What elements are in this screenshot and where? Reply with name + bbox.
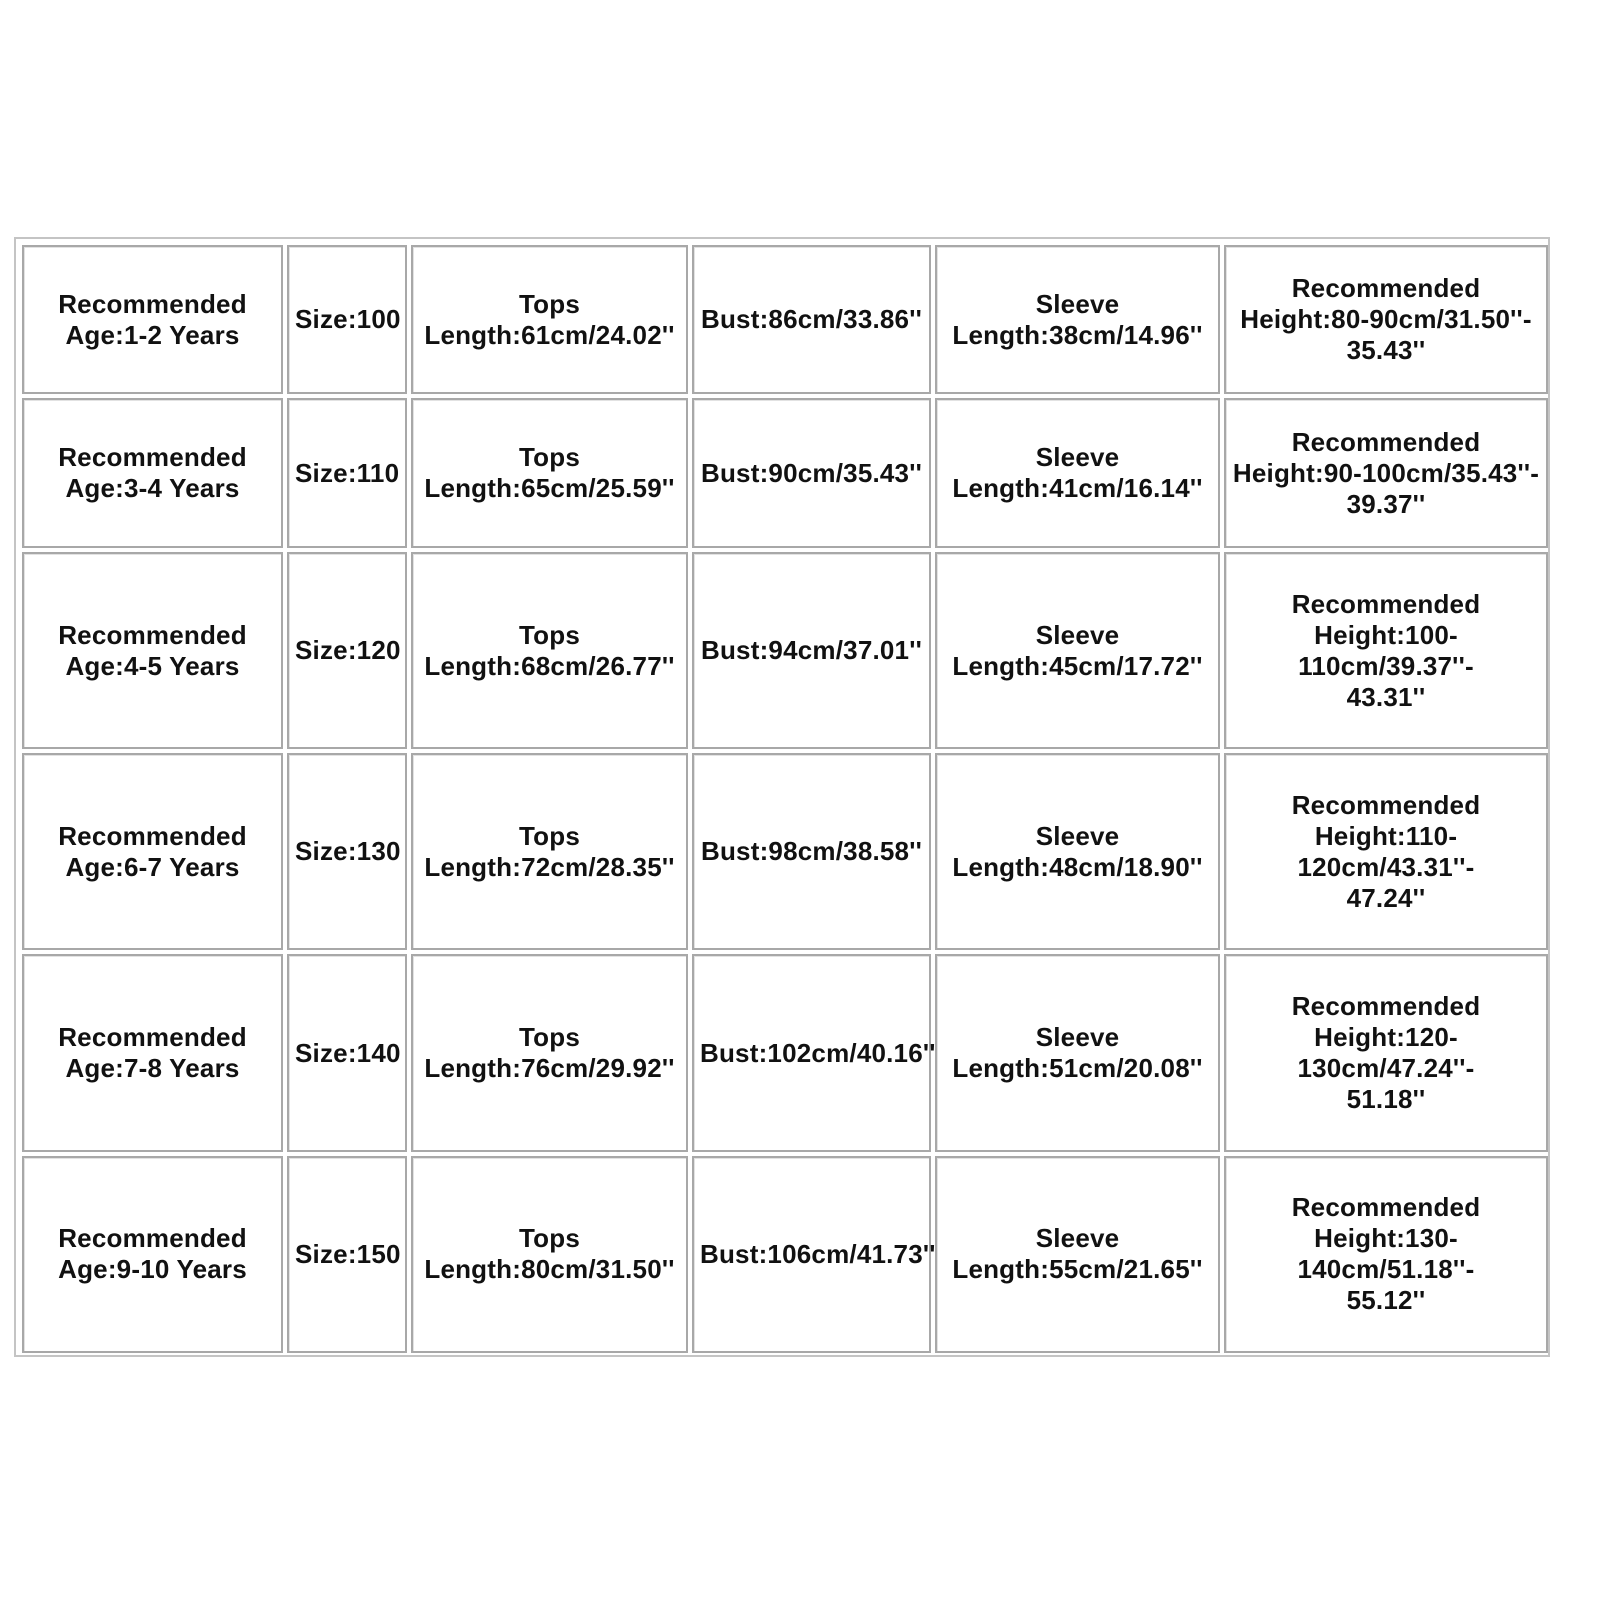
tops-length-cell: Tops Length:80cm/31.50'' (411, 1156, 688, 1353)
size-cell: Size:140 (287, 954, 407, 1151)
size-cell: Size:120 (287, 552, 407, 749)
bust-cell: Bust:94cm/37.01'' (692, 552, 931, 749)
height-cell: Recommended Height:90-100cm/35.43''- 39.37'' (1224, 398, 1548, 547)
size-chart (14, 237, 1550, 1357)
tops-length-cell: Tops Length:72cm/28.35'' (411, 753, 688, 950)
sleeve-length-cell: Sleeve Length:41cm/16.14'' (935, 398, 1220, 547)
table-row (22, 552, 1548, 749)
age-cell: Recommended Age:4-5 Years (22, 552, 283, 749)
size-cell: Size:150 (287, 1156, 407, 1353)
bust-cell: Bust:102cm/40.16'' (692, 954, 931, 1151)
tops-length-cell: Tops Length:61cm/24.02'' (411, 245, 688, 394)
height-cell: Recommended Height:120-130cm/47.24''- 51.18'' (1224, 954, 1548, 1151)
table-row (22, 245, 1548, 394)
size-cell: Size:110 (287, 398, 407, 547)
bust-cell: Bust:106cm/41.73'' (692, 1156, 931, 1353)
sleeve-length-cell: Sleeve Length:38cm/14.96'' (935, 245, 1220, 394)
sleeve-length-cell: Sleeve Length:48cm/18.90'' (935, 753, 1220, 950)
tops-length-cell: Tops Length:76cm/29.92'' (411, 954, 688, 1151)
size-chart-table (18, 241, 1552, 1357)
tops-length-cell: Tops Length:68cm/26.77'' (411, 552, 688, 749)
age-cell: Recommended Age:6-7 Years (22, 753, 283, 950)
height-cell: Recommended Height:110-120cm/43.31''- 47.24'' (1224, 753, 1548, 950)
size-cell: Size:130 (287, 753, 407, 950)
size-cell: Size:100 (287, 245, 407, 394)
sleeve-length-cell: Sleeve Length:51cm/20.08'' (935, 954, 1220, 1151)
table-row (22, 954, 1548, 1151)
tops-length-cell: Tops Length:65cm/25.59'' (411, 398, 688, 547)
age-cell: Recommended Age:3-4 Years (22, 398, 283, 547)
age-cell: Recommended Age:7-8 Years (22, 954, 283, 1151)
bust-cell: Bust:86cm/33.86'' (692, 245, 931, 394)
table-row (22, 753, 1548, 950)
table-row (22, 1156, 1548, 1353)
sleeve-length-cell: Sleeve Length:55cm/21.65'' (935, 1156, 1220, 1353)
table-row (22, 398, 1548, 547)
height-cell: Recommended Height:80-90cm/31.50''- 35.43'' (1224, 245, 1548, 394)
bust-cell: Bust:98cm/38.58'' (692, 753, 931, 950)
height-cell: Recommended Height:130-140cm/51.18''- 55.12'' (1224, 1156, 1548, 1353)
age-cell: Recommended Age:1-2 Years (22, 245, 283, 394)
bust-cell: Bust:90cm/35.43'' (692, 398, 931, 547)
age-cell: Recommended Age:9-10 Years (22, 1156, 283, 1353)
sleeve-length-cell: Sleeve Length:45cm/17.72'' (935, 552, 1220, 749)
height-cell: Recommended Height:100-110cm/39.37''- 43.31'' (1224, 552, 1548, 749)
